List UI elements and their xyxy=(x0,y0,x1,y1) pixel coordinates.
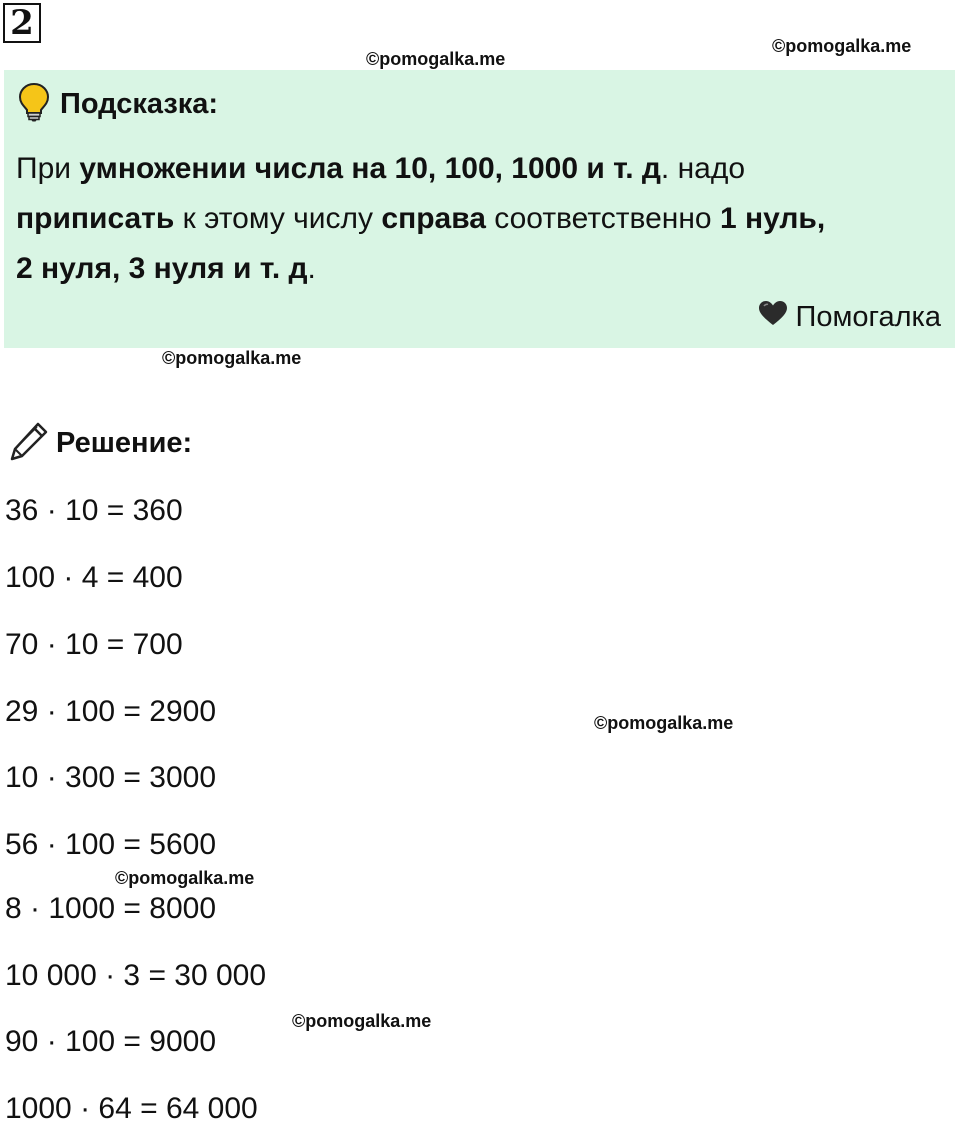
watermark: ©pomogalka.me xyxy=(162,348,302,368)
hint-bold-segment: справа xyxy=(381,202,486,235)
equation: 36 · 10 = 360 xyxy=(5,494,183,527)
equation: 90 · 100 = 9000 xyxy=(5,1025,217,1058)
hint-bold-segment: приписать xyxy=(16,202,175,235)
hint-line-2 xyxy=(16,194,936,244)
solution-title: Решение: xyxy=(56,427,193,459)
hint-text-segment: При xyxy=(16,152,80,185)
equation: 10 000 · 3 = 30 000 xyxy=(5,959,267,992)
lightbulb-icon xyxy=(18,82,50,127)
hint-line-3 xyxy=(16,244,936,294)
equation: 70 · 10 = 700 xyxy=(5,628,183,661)
hint-text-segment: . xyxy=(307,252,316,285)
watermark: ©pomogalka.me xyxy=(292,1011,432,1031)
hint-text-segment: . надо xyxy=(660,152,746,185)
watermark: ©pomogalka.me xyxy=(594,713,734,733)
hint-title: Подсказка: xyxy=(60,88,219,120)
hint-bold-segment: 1 нуль, xyxy=(719,202,826,235)
equation: 10 · 300 = 3000 xyxy=(5,761,217,794)
hint-bold-segment: умножении числа на 10, 100, 1000 и т. д xyxy=(79,152,661,185)
brand-name: Помогалка xyxy=(795,300,941,333)
equation: 1000 · 64 = 64 000 xyxy=(5,1092,258,1125)
equation: 29 · 100 = 2900 xyxy=(5,695,217,728)
hint-bold-segment: 2 нуля, 3 нуля и т. д xyxy=(16,252,308,285)
heart-icon xyxy=(758,300,788,334)
hint-text-segment: к этому числу xyxy=(174,202,382,235)
equation: 56 · 100 = 5600 xyxy=(5,828,217,861)
brand-signature xyxy=(758,300,941,334)
task-number: 2 xyxy=(3,3,41,43)
hint-text-segment: соответственно xyxy=(485,202,720,235)
hint-line-1 xyxy=(16,144,936,194)
hint-text xyxy=(16,144,936,294)
pencil-icon xyxy=(8,420,50,467)
solution-header xyxy=(8,420,192,467)
equation: 100 · 4 = 400 xyxy=(5,561,183,594)
watermark: ©pomogalka.me xyxy=(772,36,912,56)
hint-box xyxy=(4,70,955,348)
equation: 8 · 1000 = 8000 xyxy=(5,892,217,925)
watermark: ©pomogalka.me xyxy=(115,868,255,888)
hint-header xyxy=(18,82,218,127)
watermark: ©pomogalka.me xyxy=(366,49,506,69)
